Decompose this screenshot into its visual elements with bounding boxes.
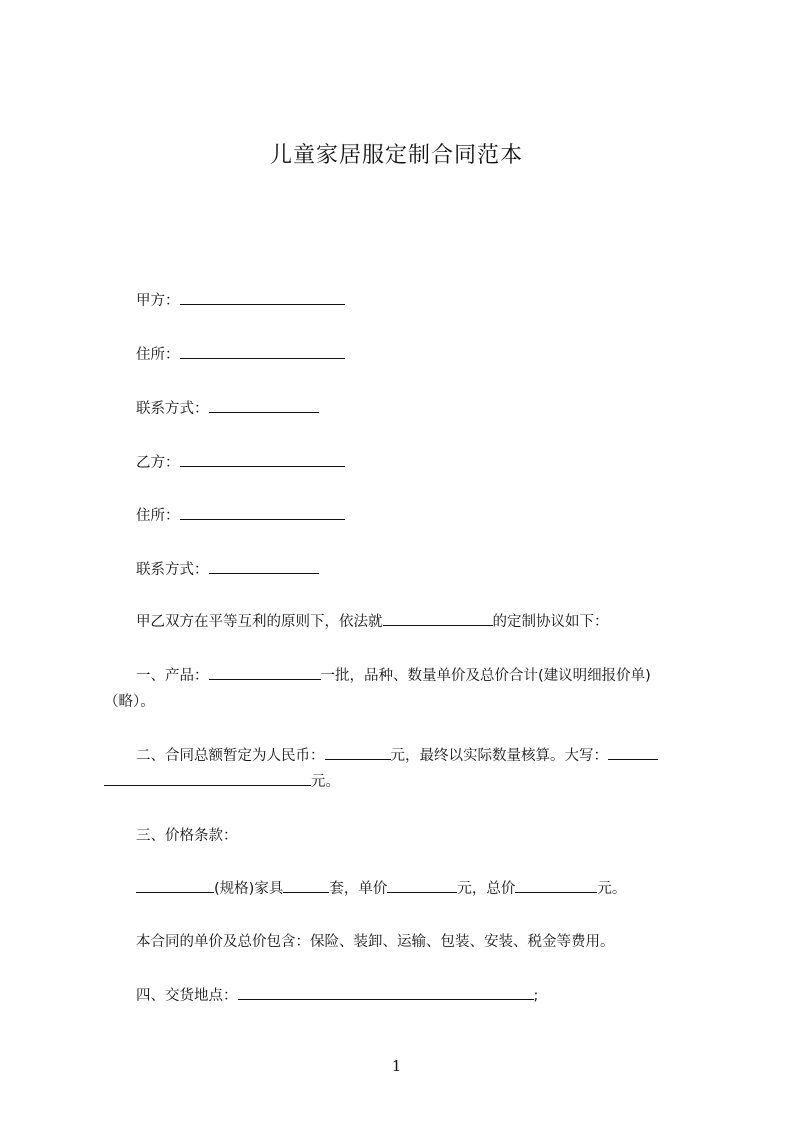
- price-terms-line: [104, 877, 704, 901]
- contact-label: 联系方式：: [136, 562, 209, 578]
- party-b-contact-blank[interactable]: [209, 559, 319, 574]
- party-a-address-line: [104, 343, 704, 367]
- clause-3-title: 三、价格条款：: [136, 828, 238, 844]
- price-end: 元。: [597, 881, 627, 897]
- intro-suffix: 的定制协议如下：: [492, 614, 609, 630]
- price-unit: 元，总价: [457, 881, 516, 897]
- set-count-blank[interactable]: [283, 878, 329, 893]
- party-b-contact-line: [104, 558, 704, 582]
- party-b-blank[interactable]: [180, 452, 345, 467]
- total-price-blank[interactable]: [515, 878, 597, 893]
- clause-4-paragraph: [104, 984, 704, 1008]
- agreement-subject-blank[interactable]: [383, 611, 493, 626]
- spec-blank[interactable]: [136, 878, 214, 893]
- amount-numeric-blank[interactable]: [325, 745, 391, 760]
- clause-1-paragraph: [104, 664, 704, 688]
- party-b-line: [104, 451, 704, 475]
- clause-4-end: ;: [533, 988, 539, 1004]
- party-a-address-blank[interactable]: [180, 344, 345, 359]
- intro-prefix: 甲乙双方在平等互利的原则下，依法就: [136, 614, 383, 630]
- contact-label: 联系方式：: [136, 401, 209, 417]
- party-a-contact-blank[interactable]: [209, 398, 319, 413]
- intro-paragraph: [104, 610, 704, 634]
- party-b-label: 乙方：: [136, 455, 180, 471]
- address-label: 住所：: [136, 347, 180, 363]
- clause-2-continuation: [104, 770, 704, 794]
- clause-1-continuation: （略）。: [104, 694, 155, 710]
- clause-2-prefix: 二、合同总额暂定为人民币：: [136, 748, 325, 764]
- clause-1-suffix: 一批，品种、数量单价及总价合计(建议明细报价单): [320, 668, 651, 684]
- amount-words-blank[interactable]: [608, 745, 658, 760]
- address-label: 住所：: [136, 508, 180, 524]
- clause-4-prefix: 四、交货地点：: [136, 988, 238, 1004]
- clause-2-mid: 元，最终以实际数量核算。大写：: [390, 748, 608, 764]
- amount-words-blank-cont[interactable]: [104, 771, 311, 786]
- clause-2-end: 元。: [311, 774, 340, 790]
- party-a-line: [104, 289, 704, 313]
- product-blank[interactable]: [209, 665, 321, 680]
- clause-1-prefix: 一、产品：: [136, 668, 209, 684]
- party-a-contact-line: [104, 397, 704, 421]
- unit-price-blank[interactable]: [387, 878, 457, 893]
- party-a-blank[interactable]: [180, 290, 345, 305]
- party-b-address-line: [104, 504, 704, 528]
- delivery-location-blank[interactable]: [238, 985, 534, 1000]
- document-title: 儿童家居服定制合同范本: [269, 143, 523, 168]
- clause-2-paragraph: [104, 744, 704, 768]
- party-a-label: 甲方：: [136, 293, 180, 309]
- price-spec: (规格)家具: [214, 881, 284, 897]
- price-set: 套，单价: [329, 881, 388, 897]
- party-b-address-blank[interactable]: [180, 505, 345, 520]
- page-number: 1: [391, 1057, 402, 1075]
- price-includes-line: 本合同的单价及总价包含：保险、装卸、运输、包装、安装、税金等费用。: [136, 934, 615, 950]
